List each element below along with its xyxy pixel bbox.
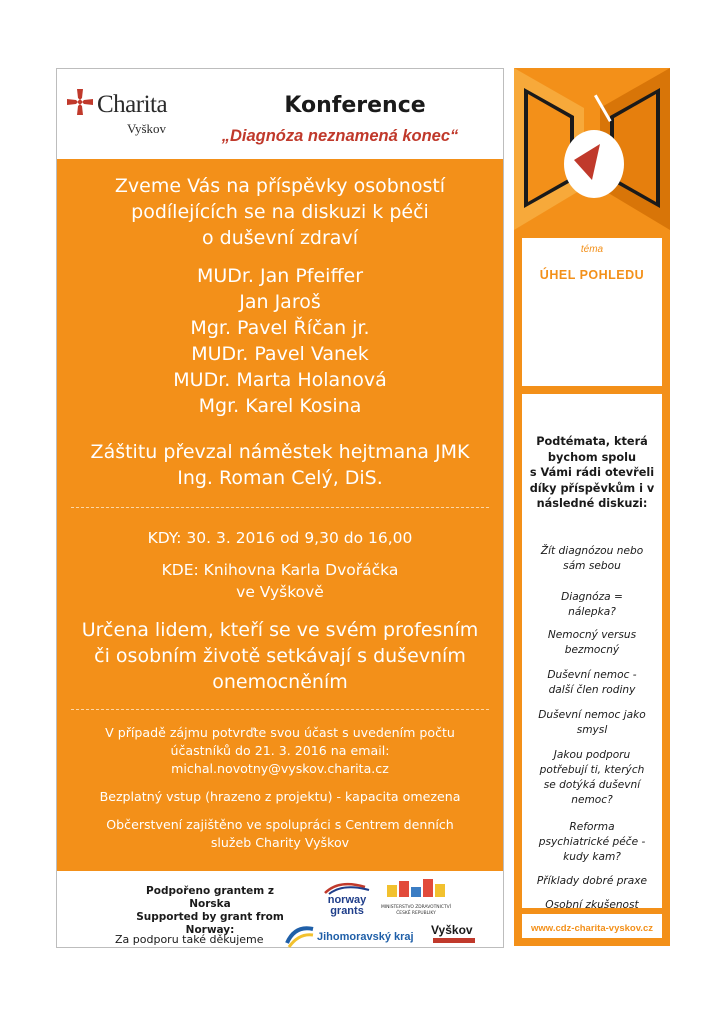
norway-logo-text: grants xyxy=(330,905,364,917)
subtopic-line: smysl xyxy=(576,724,608,736)
subtopic-line: psychiatrické péče - xyxy=(538,836,646,848)
norway-logo-text: norway xyxy=(327,894,367,906)
subtopic-item xyxy=(522,898,662,913)
website-link[interactable]: www.cdz-charita-vyskov.cz xyxy=(531,923,653,934)
speaker-name: Mgr. Pavel Říčan jr. xyxy=(190,317,370,339)
poster-main-column xyxy=(56,68,504,948)
subtopic-item xyxy=(522,708,662,738)
ministry-logo xyxy=(379,879,453,927)
subtopic-item xyxy=(522,544,662,574)
perspective-illustration xyxy=(514,68,670,230)
grant-note xyxy=(125,885,295,937)
patronage-line: Ing. Roman Celý, DiS. xyxy=(177,467,383,489)
event-date: KDY: 30. 3. 2016 od 9,30 do 16,00 xyxy=(147,529,413,547)
subtopic-item xyxy=(522,748,662,808)
invitation-line: Zveme Vás na příspěvky osobností xyxy=(114,175,446,197)
subtopic-line: Osobní zkušenost xyxy=(545,899,639,911)
audience-line: či osobním životě setkávají s duševním xyxy=(94,645,466,667)
subtopic-item xyxy=(522,820,662,865)
subtopic-item xyxy=(522,874,662,889)
divider xyxy=(71,507,489,508)
registration-line: V případě zájmu potvrďte svou účast s uvedením počtu xyxy=(105,725,455,740)
ministry-icon xyxy=(387,879,445,901)
subtopic-line: kudy kam? xyxy=(563,851,621,863)
norway-grants-logo xyxy=(319,881,375,921)
speaker-name: Jan Jaroš xyxy=(239,291,321,313)
speaker-name: Mgr. Karel Kosina xyxy=(198,395,362,417)
subtopic-line: bezmocný xyxy=(564,644,620,656)
theme-label: téma xyxy=(580,244,604,255)
subtopic-item xyxy=(522,668,662,698)
norway-grants-icon xyxy=(319,881,375,895)
divider xyxy=(71,709,489,710)
region-logo xyxy=(285,923,421,951)
conference-subtitle: „Diagnóza neznamená konec“ xyxy=(221,127,459,145)
registration-email[interactable]: michal.novotny@vyskov.charita.cz xyxy=(171,761,389,776)
venue-line: KDE: Knihovna Karla Dvořáčka xyxy=(161,561,399,579)
venue-line: ve Vyškově xyxy=(236,583,324,601)
free-entry-note: Bezplatný vstup (hrazeno z projektu) - kapacita omezena xyxy=(99,789,461,804)
theme-sidebar xyxy=(514,68,670,946)
region-swoosh-icon xyxy=(285,923,315,949)
logo-city: Vyškov xyxy=(127,121,167,136)
subtopic-line: potřebují ti, kterých xyxy=(539,764,645,776)
invitation-line: podílejících se na diskuzi k péči xyxy=(131,201,429,223)
subtopic-line: Příklady dobré praxe xyxy=(536,875,648,887)
info-panel xyxy=(57,159,503,871)
grant-line: Podpořeno grantem z Norska xyxy=(146,885,274,910)
charita-cross-icon xyxy=(65,87,95,117)
subtopic-line: Jakou podporu xyxy=(553,749,631,761)
thanks-note: Za podporu také děkujeme xyxy=(115,933,264,946)
refreshments-line: služeb Charity Vyškov xyxy=(210,835,350,850)
subtopic-line: sám sebou xyxy=(563,560,621,572)
city-logo-text: Vyškov xyxy=(431,923,473,937)
theme-panel xyxy=(522,238,662,386)
refreshments-line: Občerstvení zajištěno ve spolupráci s Centrem denních xyxy=(106,817,454,832)
poster-header xyxy=(57,69,503,159)
subtopic-item xyxy=(522,628,662,658)
subtopic-line: nálepka? xyxy=(568,606,616,618)
subtopic-line: Diagnóza = xyxy=(561,591,623,603)
subtopic-line: nemoc? xyxy=(571,794,613,806)
city-logo xyxy=(429,923,485,949)
subtopics-heading-line: bychom spolu xyxy=(547,450,637,464)
ministry-caption: ČESKÉ REPUBLIKY xyxy=(396,911,436,916)
audience-line: Určena lidem, kteří se ve svém profesním xyxy=(81,619,479,641)
city-logo-bar xyxy=(433,938,475,943)
speaker-name: MUDr. Marta Holanová xyxy=(173,369,387,391)
website-panel xyxy=(522,914,662,938)
patronage-line: Záštitu převzal náměstek hejtmana JMK xyxy=(90,441,470,463)
subtopics-heading-line: následné diskuzi: xyxy=(536,497,648,510)
subtopic-item xyxy=(522,590,662,620)
subtopic-line: Reforma xyxy=(569,821,615,833)
subtopic-line: Nemocný versus xyxy=(547,629,637,641)
logo-brand: Charita xyxy=(97,91,168,118)
subtopics-heading-line: díky příspěvkům i v xyxy=(529,481,655,495)
charita-logo xyxy=(65,87,175,147)
subtopics-panel xyxy=(522,394,662,911)
speaker-name: MUDr. Jan Pfeiffer xyxy=(196,265,364,287)
subtopic-line: Žít diagnózou nebo xyxy=(540,545,644,557)
ministry-caption: MINISTERSTVO ZDRAVOTNICTVÍ xyxy=(381,905,451,910)
grant-line: Supported by grant from Norway: xyxy=(136,911,284,936)
subtopic-line: Duševní nemoc - xyxy=(547,669,637,681)
region-logo-text: Jihomoravský kraj xyxy=(317,931,414,943)
speaker-name: MUDr. Pavel Vanek xyxy=(191,343,369,365)
subtopics-heading xyxy=(522,434,662,512)
subtopic-line: další člen rodiny xyxy=(548,684,636,696)
subtopics-heading-line: Podtémata, která xyxy=(536,435,648,448)
registration-line: účastníků do 21. 3. 2016 na email: xyxy=(170,743,390,758)
invitation-line: o duševní zdraví xyxy=(202,227,358,249)
sponsors-footer xyxy=(57,871,503,947)
conference-title: Konference xyxy=(284,93,426,118)
subtopic-line: se dotýká duševní xyxy=(543,779,641,791)
audience-line: onemocněním xyxy=(212,671,348,693)
subtopic-line: Duševní nemoc jako xyxy=(538,709,646,721)
subtopics-heading-line: s Vámi rádi otevřeli xyxy=(529,466,655,479)
theme-title: ÚHEL POHLEDU xyxy=(539,268,645,282)
